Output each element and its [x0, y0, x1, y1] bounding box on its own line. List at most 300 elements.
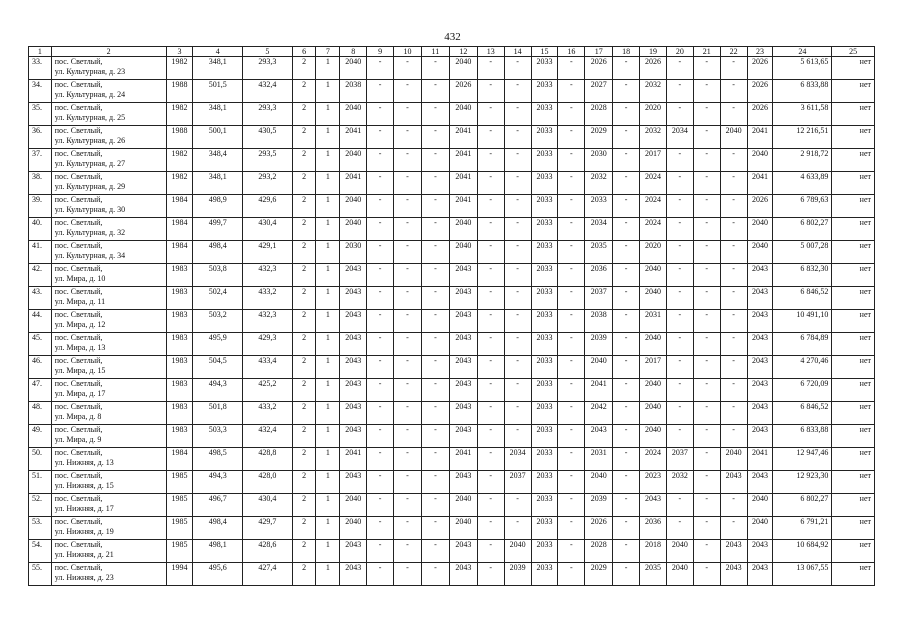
value-cell: -: [367, 333, 394, 356]
value-cell: 2043: [449, 540, 477, 563]
value-cell: -: [666, 287, 693, 310]
value-cell: 2023: [640, 471, 667, 494]
value-cell: 2032: [666, 471, 693, 494]
table-row: [29, 103, 875, 126]
value-cell: 293,3: [243, 57, 293, 80]
value-cell: -: [693, 402, 720, 425]
address-line: ул. Нижняя, д. 23: [54, 573, 114, 582]
value-cell: 494,3: [193, 471, 243, 494]
value-cell: 2: [292, 563, 316, 586]
flag-cell: нет: [832, 103, 875, 126]
value-cell: 432,3: [243, 264, 293, 287]
value-cell: 2026: [449, 80, 477, 103]
value-cell: 1: [316, 57, 340, 80]
value-cell: 1: [316, 195, 340, 218]
value-cell: -: [693, 494, 720, 517]
value-cell: 2: [292, 402, 316, 425]
value-cell: 2024: [640, 218, 667, 241]
address-cell: [51, 241, 166, 264]
value-cell: -: [421, 218, 449, 241]
value-cell: 429,3: [243, 333, 293, 356]
value-cell: 2042: [585, 402, 613, 425]
value-cell: -: [693, 218, 720, 241]
value-cell: 2033: [531, 356, 558, 379]
row-number-cell: 42.: [29, 264, 52, 287]
column-header: 7: [316, 47, 340, 57]
value-cell: -: [394, 310, 422, 333]
value-cell: 429,1: [243, 241, 293, 264]
value-cell: -: [421, 264, 449, 287]
value-cell: 2039: [504, 563, 531, 586]
address-line: пос. Светлый,: [54, 287, 103, 296]
cost-cell: 6 802,27: [773, 218, 832, 241]
value-cell: 1: [316, 379, 340, 402]
value-cell: -: [477, 126, 504, 149]
value-cell: 1984: [166, 218, 193, 241]
column-header: 20: [666, 47, 693, 57]
address-line: ул. Мира, д. 15: [54, 366, 106, 375]
value-cell: -: [367, 494, 394, 517]
row-number-cell: 33.: [29, 57, 52, 80]
value-cell: -: [477, 402, 504, 425]
column-header: 8: [340, 47, 367, 57]
value-cell: 2041: [340, 448, 367, 471]
value-cell: 2043: [449, 356, 477, 379]
value-cell: 2024: [640, 195, 667, 218]
value-cell: -: [367, 57, 394, 80]
value-cell: 498,5: [193, 448, 243, 471]
flag-cell: нет: [832, 57, 875, 80]
value-cell: -: [504, 195, 531, 218]
flag-cell: нет: [832, 540, 875, 563]
value-cell: 2033: [531, 425, 558, 448]
value-cell: 496,7: [193, 494, 243, 517]
cost-cell: 3 611,58: [773, 103, 832, 126]
row-number-cell: 41.: [29, 241, 52, 264]
row-number-cell: 50.: [29, 448, 52, 471]
value-cell: 2040: [449, 241, 477, 264]
value-cell: 2040: [340, 57, 367, 80]
value-cell: -: [693, 425, 720, 448]
address-line: пос. Светлый,: [54, 310, 103, 319]
value-cell: -: [720, 356, 747, 379]
value-cell: -: [613, 218, 640, 241]
value-cell: 2026: [747, 80, 773, 103]
table-row: [29, 402, 875, 425]
address-line: ул. Культурная, д. 25: [54, 113, 126, 122]
value-cell: 1984: [166, 241, 193, 264]
row-number-cell: 44.: [29, 310, 52, 333]
value-cell: 1985: [166, 494, 193, 517]
value-cell: -: [666, 218, 693, 241]
value-cell: 2028: [585, 540, 613, 563]
value-cell: 1: [316, 80, 340, 103]
value-cell: -: [613, 402, 640, 425]
value-cell: 498,9: [193, 195, 243, 218]
value-cell: -: [477, 172, 504, 195]
value-cell: 2043: [449, 563, 477, 586]
value-cell: 1982: [166, 103, 193, 126]
value-cell: -: [693, 471, 720, 494]
value-cell: 433,2: [243, 402, 293, 425]
value-cell: 432,3: [243, 310, 293, 333]
value-cell: -: [558, 494, 585, 517]
value-cell: -: [558, 172, 585, 195]
value-cell: 348,1: [193, 172, 243, 195]
value-cell: 2034: [585, 218, 613, 241]
column-header: 18: [613, 47, 640, 57]
value-cell: -: [367, 241, 394, 264]
value-cell: 503,3: [193, 425, 243, 448]
address-line: ул. Нижняя, д. 19: [54, 527, 114, 536]
value-cell: -: [558, 333, 585, 356]
value-cell: 2041: [449, 126, 477, 149]
flag-cell: нет: [832, 448, 875, 471]
address-line: пос. Светлый,: [54, 80, 103, 89]
value-cell: -: [558, 563, 585, 586]
flag-cell: нет: [832, 172, 875, 195]
row-number-cell: 49.: [29, 425, 52, 448]
cost-cell: 5 007,28: [773, 241, 832, 264]
value-cell: 2026: [640, 57, 667, 80]
value-cell: 2040: [640, 333, 667, 356]
row-number-cell: 55.: [29, 563, 52, 586]
value-cell: 2043: [747, 356, 773, 379]
cost-cell: 12 216,51: [773, 126, 832, 149]
address-cell: [51, 126, 166, 149]
address-cell: [51, 333, 166, 356]
table-row: [29, 425, 875, 448]
value-cell: -: [367, 379, 394, 402]
row-number-cell: 52.: [29, 494, 52, 517]
address-line: пос. Светлый,: [54, 402, 103, 411]
value-cell: 2029: [585, 126, 613, 149]
value-cell: -: [477, 425, 504, 448]
value-cell: 2039: [585, 333, 613, 356]
value-cell: 2043: [340, 264, 367, 287]
address-cell: [51, 264, 166, 287]
address-cell: [51, 448, 166, 471]
value-cell: -: [504, 379, 531, 402]
value-cell: -: [666, 172, 693, 195]
value-cell: 2: [292, 379, 316, 402]
flag-cell: нет: [832, 126, 875, 149]
value-cell: 2040: [340, 218, 367, 241]
value-cell: -: [421, 241, 449, 264]
flag-cell: нет: [832, 218, 875, 241]
value-cell: 2038: [585, 310, 613, 333]
value-cell: -: [477, 218, 504, 241]
value-cell: 2043: [340, 333, 367, 356]
value-cell: 1984: [166, 195, 193, 218]
table-row: [29, 172, 875, 195]
value-cell: -: [477, 103, 504, 126]
value-cell: -: [558, 195, 585, 218]
value-cell: -: [693, 264, 720, 287]
cost-cell: 6 833,88: [773, 425, 832, 448]
table-row: [29, 195, 875, 218]
address-cell: [51, 149, 166, 172]
value-cell: -: [504, 494, 531, 517]
address-cell: [51, 471, 166, 494]
address-line: пос. Светлый,: [54, 57, 103, 66]
value-cell: 2040: [640, 287, 667, 310]
cost-cell: 6 789,63: [773, 195, 832, 218]
value-cell: 2033: [531, 218, 558, 241]
value-cell: 2040: [449, 218, 477, 241]
value-cell: -: [613, 264, 640, 287]
value-cell: -: [367, 80, 394, 103]
value-cell: 2037: [504, 471, 531, 494]
value-cell: 1: [316, 402, 340, 425]
value-cell: 1983: [166, 264, 193, 287]
value-cell: -: [421, 172, 449, 195]
address-line: пос. Светлый,: [54, 471, 103, 480]
value-cell: 2033: [531, 471, 558, 494]
value-cell: 2043: [585, 425, 613, 448]
address-line: пос. Светлый,: [54, 103, 103, 112]
row-number-cell: 43.: [29, 287, 52, 310]
value-cell: 504,5: [193, 356, 243, 379]
value-cell: 2: [292, 517, 316, 540]
value-cell: 2026: [585, 57, 613, 80]
value-cell: 2039: [585, 494, 613, 517]
flag-cell: нет: [832, 310, 875, 333]
value-cell: -: [613, 126, 640, 149]
address-line: пос. Светлый,: [54, 172, 103, 181]
value-cell: 2043: [640, 494, 667, 517]
value-cell: 2035: [585, 241, 613, 264]
value-cell: 1985: [166, 540, 193, 563]
value-cell: 2035: [640, 563, 667, 586]
flag-cell: нет: [832, 264, 875, 287]
cost-cell: 6 720,09: [773, 379, 832, 402]
column-number-row: [29, 47, 875, 57]
table-row: [29, 126, 875, 149]
value-cell: 1983: [166, 379, 193, 402]
value-cell: -: [477, 287, 504, 310]
value-cell: 503,8: [193, 264, 243, 287]
value-cell: -: [394, 425, 422, 448]
flag-cell: нет: [832, 494, 875, 517]
value-cell: -: [477, 563, 504, 586]
value-cell: -: [394, 356, 422, 379]
address-line: ул. Мира, д. 10: [54, 274, 106, 283]
table-row: [29, 448, 875, 471]
value-cell: -: [666, 356, 693, 379]
value-cell: -: [666, 149, 693, 172]
value-cell: -: [693, 379, 720, 402]
table-row: [29, 241, 875, 264]
flag-cell: нет: [832, 517, 875, 540]
column-header: 22: [720, 47, 747, 57]
value-cell: 429,6: [243, 195, 293, 218]
value-cell: 2033: [531, 126, 558, 149]
value-cell: -: [394, 287, 422, 310]
value-cell: 2033: [531, 264, 558, 287]
value-cell: -: [558, 471, 585, 494]
column-header: 13: [477, 47, 504, 57]
value-cell: -: [720, 57, 747, 80]
value-cell: -: [613, 425, 640, 448]
address-cell: [51, 172, 166, 195]
value-cell: -: [394, 448, 422, 471]
value-cell: -: [693, 540, 720, 563]
value-cell: -: [613, 448, 640, 471]
value-cell: -: [613, 333, 640, 356]
value-cell: -: [394, 471, 422, 494]
value-cell: 2029: [585, 563, 613, 586]
value-cell: 2036: [640, 517, 667, 540]
value-cell: -: [693, 57, 720, 80]
value-cell: 2020: [640, 103, 667, 126]
value-cell: 2033: [531, 195, 558, 218]
value-cell: 2043: [340, 563, 367, 586]
value-cell: 2043: [340, 425, 367, 448]
value-cell: -: [421, 126, 449, 149]
value-cell: 501,8: [193, 402, 243, 425]
value-cell: -: [394, 218, 422, 241]
column-header: 21: [693, 47, 720, 57]
value-cell: 1: [316, 494, 340, 517]
value-cell: 2033: [585, 195, 613, 218]
value-cell: 2: [292, 471, 316, 494]
address-line: пос. Светлый,: [54, 218, 103, 227]
value-cell: -: [720, 517, 747, 540]
value-cell: -: [504, 241, 531, 264]
value-cell: 1: [316, 241, 340, 264]
value-cell: 2033: [531, 287, 558, 310]
value-cell: 2040: [720, 448, 747, 471]
value-cell: 2033: [531, 494, 558, 517]
cost-cell: 10 491,10: [773, 310, 832, 333]
value-cell: -: [394, 333, 422, 356]
value-cell: 494,3: [193, 379, 243, 402]
value-cell: -: [720, 241, 747, 264]
value-cell: -: [504, 425, 531, 448]
address-line: ул. Культурная, д. 30: [54, 205, 126, 214]
value-cell: 430,5: [243, 126, 293, 149]
value-cell: -: [613, 172, 640, 195]
value-cell: 2: [292, 103, 316, 126]
value-cell: 1: [316, 310, 340, 333]
address-line: ул. Нижняя, д. 15: [54, 481, 114, 490]
table-row: [29, 379, 875, 402]
value-cell: -: [558, 126, 585, 149]
value-cell: 2041: [449, 448, 477, 471]
value-cell: -: [666, 402, 693, 425]
address-line: пос. Светлый,: [54, 540, 103, 549]
value-cell: 2043: [747, 333, 773, 356]
address-line: пос. Светлый,: [54, 264, 103, 273]
value-cell: -: [477, 310, 504, 333]
flag-cell: нет: [832, 80, 875, 103]
value-cell: 1983: [166, 287, 193, 310]
value-cell: -: [421, 57, 449, 80]
value-cell: -: [558, 149, 585, 172]
value-cell: 2041: [747, 172, 773, 195]
value-cell: 293,2: [243, 172, 293, 195]
value-cell: -: [477, 333, 504, 356]
value-cell: 2043: [340, 356, 367, 379]
value-cell: 2043: [340, 402, 367, 425]
value-cell: 2040: [747, 149, 773, 172]
value-cell: -: [367, 448, 394, 471]
value-cell: -: [693, 563, 720, 586]
value-cell: -: [367, 218, 394, 241]
value-cell: 2043: [340, 379, 367, 402]
value-cell: -: [558, 425, 585, 448]
value-cell: 500,1: [193, 126, 243, 149]
value-cell: 2041: [449, 195, 477, 218]
value-cell: -: [367, 563, 394, 586]
value-cell: -: [394, 195, 422, 218]
value-cell: 2017: [640, 356, 667, 379]
value-cell: 1: [316, 563, 340, 586]
value-cell: -: [504, 356, 531, 379]
value-cell: -: [477, 57, 504, 80]
value-cell: 2040: [449, 103, 477, 126]
housing-registry-table: [28, 46, 875, 586]
cost-cell: 12 923,30: [773, 471, 832, 494]
value-cell: 2: [292, 126, 316, 149]
value-cell: 348,4: [193, 149, 243, 172]
value-cell: -: [394, 563, 422, 586]
value-cell: -: [477, 471, 504, 494]
value-cell: 2040: [640, 264, 667, 287]
value-cell: 1983: [166, 425, 193, 448]
address-line: ул. Культурная, д. 24: [54, 90, 126, 99]
value-cell: -: [558, 103, 585, 126]
value-cell: 1983: [166, 310, 193, 333]
value-cell: -: [613, 195, 640, 218]
value-cell: -: [367, 126, 394, 149]
table-row: [29, 563, 875, 586]
address-cell: [51, 103, 166, 126]
value-cell: -: [477, 264, 504, 287]
value-cell: -: [720, 80, 747, 103]
column-header: 25: [832, 47, 875, 57]
value-cell: -: [613, 80, 640, 103]
value-cell: -: [693, 333, 720, 356]
flag-cell: нет: [832, 563, 875, 586]
value-cell: 2026: [585, 517, 613, 540]
address-line: пос. Светлый,: [54, 379, 103, 388]
column-header: 2: [51, 47, 166, 57]
value-cell: 2043: [340, 471, 367, 494]
flag-cell: нет: [832, 425, 875, 448]
value-cell: -: [613, 471, 640, 494]
value-cell: -: [394, 517, 422, 540]
row-number-cell: 48.: [29, 402, 52, 425]
table-row: [29, 80, 875, 103]
value-cell: -: [693, 356, 720, 379]
value-cell: 2043: [720, 471, 747, 494]
value-cell: 2043: [747, 540, 773, 563]
table-row: [29, 333, 875, 356]
column-header: 24: [773, 47, 832, 57]
value-cell: 2032: [585, 172, 613, 195]
value-cell: 2043: [449, 379, 477, 402]
value-cell: -: [693, 287, 720, 310]
flag-cell: нет: [832, 333, 875, 356]
value-cell: 2033: [531, 241, 558, 264]
value-cell: 2043: [747, 379, 773, 402]
value-cell: -: [613, 57, 640, 80]
value-cell: -: [693, 172, 720, 195]
value-cell: -: [666, 195, 693, 218]
value-cell: 2031: [640, 310, 667, 333]
